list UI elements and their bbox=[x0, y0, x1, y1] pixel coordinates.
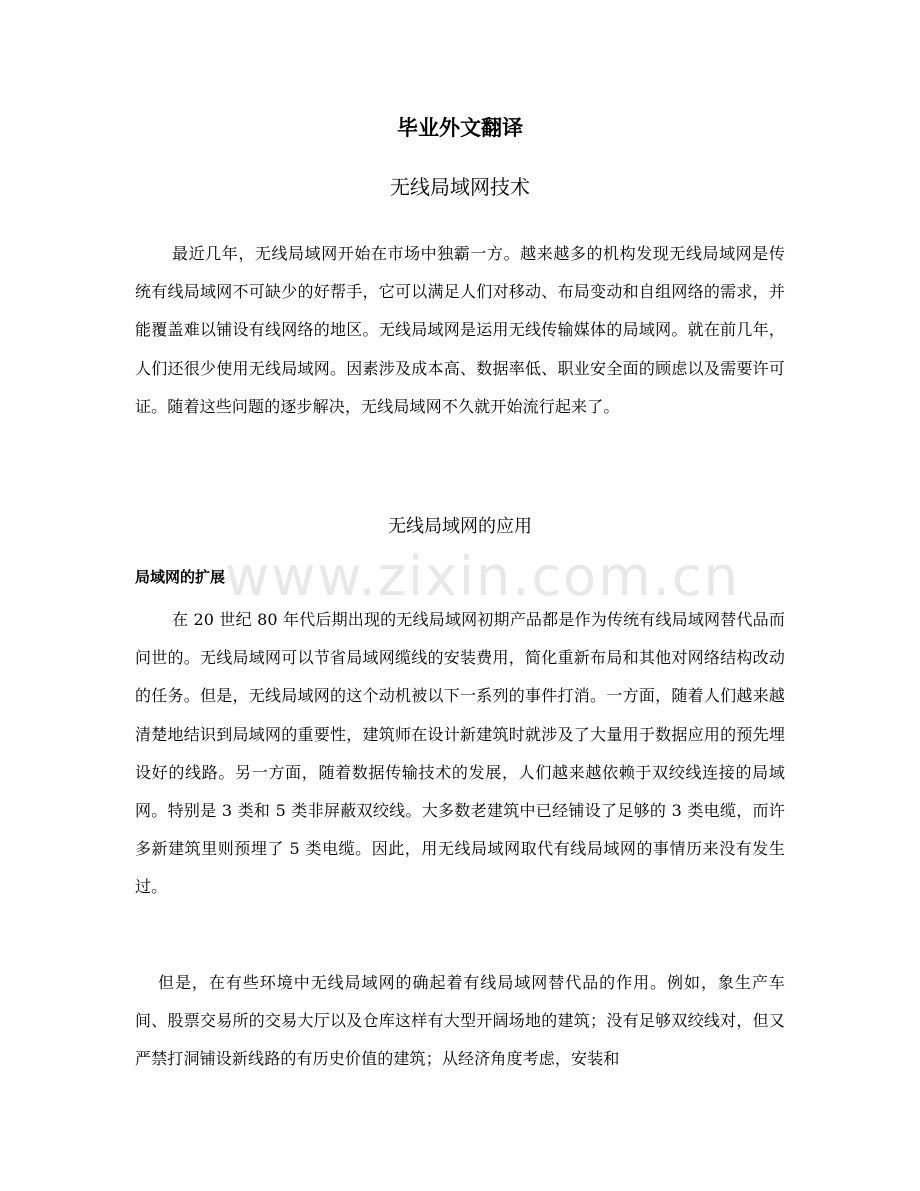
body-paragraph-2: 在 20 世纪 80 年代后期出现的无线局域网初期产品都是作为传统有线局域网替代品而问世的。无线局域网可以节省局域网缆线的安装费用，简化重新布局和其他对网络结构改动的任务。但是，无线局域网的这个动机被以下一系列的事件打消。一方面，随着人们越来越清楚地结识到局域网的重要性，建筑师在设计新建筑时就涉及了大量用于数据应用的预先埋设好的线路。另一方面，随着数据传输技术的发展，人们越来越依赖于双绞线连接的局域网。特别是 3 类和 5 类非屏蔽双绞线。大多数老建筑中已经铺设了足够的 3 类电缆，而许多新建筑里则预埋了 5 类电缆。因此，用无线局域网取代有线局域网的事情历来没有发生过。 bbox=[135, 610, 785, 897]
document-subtitle: 无线局域网技术 bbox=[390, 175, 530, 199]
document-title: 毕业外文翻译 bbox=[397, 116, 523, 140]
watermark: www.zixin.com.cn bbox=[225, 545, 740, 608]
subsection-heading: 局域网的扩展 bbox=[135, 568, 226, 586]
section-heading: 无线局域网的应用 bbox=[388, 516, 532, 537]
intro-paragraph: 最近几年，无线局域网开始在市场中独霸一方。越来越多的机构发现无线局域网是传统有线局域网不可缺少的好帮手，它可以满足人们对移动、布局变动和自组网络的需求，并能覆盖难以铺设有线网络的地区。无线局域网是运用无线传输媒体的局域网。就在前几年，人们还很少使用无线局域网。因素涉及成本高、数据率低、职业安全面的顾虑以及需要许可证。随着这些问题的逐步解决，无线局域网不久就开始流行起来了。 bbox=[135, 244, 785, 416]
body-paragraph-3: 但是，在有些环境中无线局域网的确起着有线局域网替代品的作用。例如，象生产车间、股票交易所的交易大厅以及仓库这样有大型开阔场地的建筑；没有足够双绞线对，但又严禁打洞铺设新线路的有历史价值的建筑；从经济角度考虑，安装和 bbox=[135, 973, 785, 1069]
